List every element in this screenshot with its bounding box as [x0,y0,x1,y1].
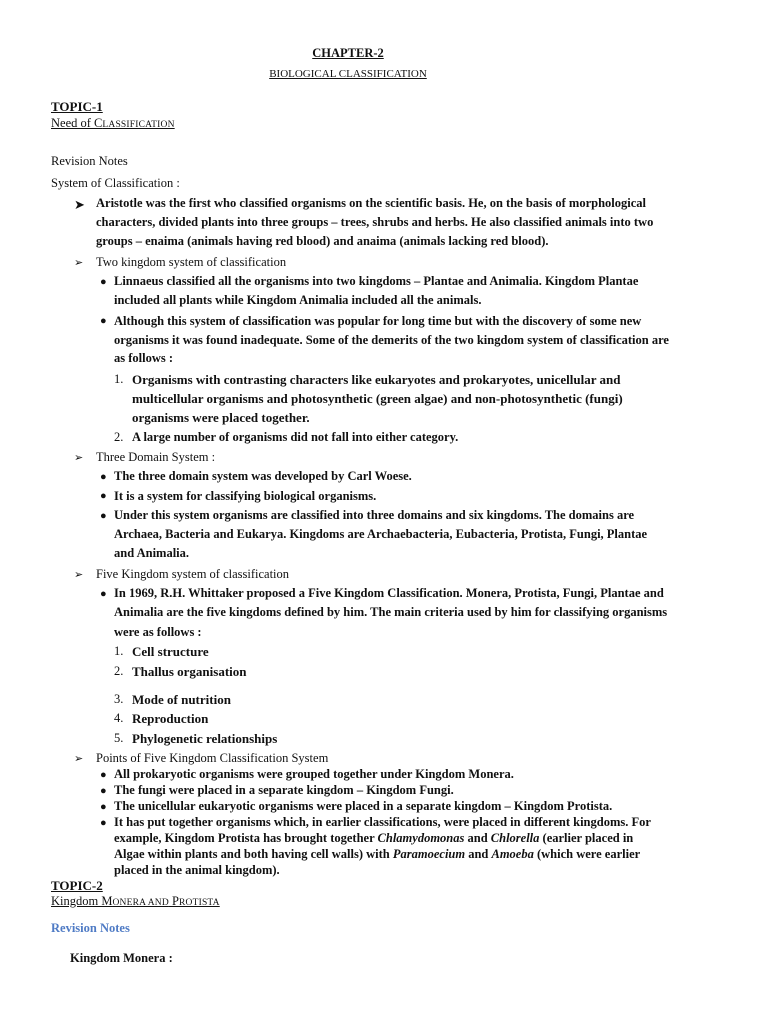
bullet-icon: ● [100,276,107,288]
criteria-marker-4: 4. [114,711,124,725]
points-p4-l2-c: (earlier placed in [539,831,634,845]
three-domain-b1: The three domain system was developed by Carl Woese. [114,469,412,483]
five-kingdom-b1-l1: In 1969, R.H. Whittaker proposed a Five Kingdom Classification. Monera, Protista, Fungi, Plantae and [114,586,664,600]
two-kingdom-b2-l1: Although this system of classification was popular for long time but with the discovery of some new [114,314,642,328]
bullet-icon: ● [100,801,107,813]
revision-notes-2: Revision Notes [51,921,130,935]
points-p4-l4: placed in the animal kingdom). [114,863,280,877]
two-kingdom-b2-l3: as follows : [114,351,174,365]
bullet-icon: ● [100,490,107,502]
bullet-icon: ● [100,588,107,600]
chapter-subtitle: BIOLOGICAL CLASSIFICATION [269,68,427,80]
points-p4-l3-b: and [465,847,492,861]
points-p4-l3-italic-1: Paramoecium [392,847,466,861]
criteria-item: Phylogenetic relationships [132,731,278,746]
bullet-icon: ● [100,315,107,327]
points-p4-l3-c: (which were earlier [533,847,641,861]
criteria-item: Reproduction [132,711,209,726]
bullet-icon: ● [100,471,107,483]
arrow-light-icon: ➢ [74,257,84,269]
points-p4-l3 [114,847,640,862]
criteria-marker-3: 3. [114,692,124,706]
kingdom-monera-heading: Kingdom Monera : [70,951,173,965]
criteria-marker-1: 1. [114,644,124,658]
criteria-marker-2: 2. [114,664,124,678]
two-kingdom-n1-l2: multicellular organisms and photosynthetic (green algae) and non-photosynthetic (fungi) [132,391,623,406]
topic2-title-c: P [168,894,179,908]
bullet-icon: ● [100,785,107,797]
chapter-heading: CHAPTER-2 [312,46,384,60]
num-marker-2: 2. [114,430,124,444]
two-kingdom-n1-l3: organisms were placed together. [132,410,310,425]
five-kingdom-heading: Five Kingdom system of classification [96,567,290,581]
two-kingdom-n1-l1: Organisms with contrasting characters like eukaryotes and prokaryotes, unicellular and [132,372,621,387]
three-domain-b2: It is a system for classifying biological organisms. [114,489,377,503]
points-p4-l2-italic-2: Chlorella [490,831,540,845]
five-kingdom-b1-l2: Animalia are the five kingdoms defined by him. The main criteria used by him for classifying organisms [114,605,668,619]
points-p4-l1: It has put together organisms which, in earlier classifications, were placed in different kingdoms. For [114,815,651,829]
points-p4-l2-a: example, Kingdom Protista has brought together [114,831,378,845]
aristotle-line-3: groups – enaima (animals having red blood) and anaima (animals lacking red blood). [96,234,549,248]
aristotle-line-1: Aristotle was the first who classified organisms on the scientific basis. He, on the basis of morphological [96,196,646,210]
five-kingdom-b1-l3: were as follows : [114,625,202,639]
arrow-light-icon: ➢ [74,753,84,765]
points-heading: Points of Five Kingdom Classification System [96,751,329,765]
topic1-title-a: Need of C [51,116,103,130]
three-domain-heading: Three Domain System : [96,450,216,464]
bullet-icon: ● [100,510,107,522]
two-kingdom-b1-l1: Linnaeus classified all the organisms into two kingdoms – Plantae and Animalia. Kingdom Plantae [114,274,639,288]
arrow-light-icon: ➢ [74,452,84,464]
two-kingdom-b1-l2: included all plants while Kingdom Animalia included all the animals. [114,293,482,307]
criteria-item: Cell structure [132,644,209,659]
num-marker-1: 1. [114,372,124,386]
points-p3: The unicellular eukaryotic organisms were placed in a separate kingdom – Kingdom Protista. [114,799,613,813]
arrow-light-icon: ➢ [74,569,84,581]
criteria-item: Thallus organisation [132,664,247,679]
points-p2: The fungi were placed in a separate kingdom – Kingdom Fungi. [114,783,454,797]
two-kingdom-heading: Two kingdom system of classification [96,255,287,269]
topic2-title [51,894,220,909]
topic1-title-b: LASSIFICATION [102,120,175,130]
points-p4-l3-italic-2: Amoeba [491,847,534,861]
two-kingdom-b2-l2: organisms it was found inadequate. Some of the demerits of the two kingdom system of classification are [114,333,669,347]
topic2-title-b: ONERA AND [112,898,169,908]
topic2-title-a: Kingdom M [51,894,113,908]
topic1-label: TOPIC-1 [51,99,103,114]
two-kingdom-n2: A large number of organisms did not fall into either category. [132,430,459,444]
topic1-title [51,116,175,131]
three-domain-b3-l2: Archaea, Bacteria and Eukarya. Kingdoms are Archaebacteria, Eubacteria, Protista, Fungi, Plantae [114,527,648,541]
criteria-marker-5: 5. [114,731,124,745]
points-p4-l2 [114,831,633,846]
topic2-title-d: ROTISTA [178,898,220,908]
topic2-label: TOPIC-2 [51,878,103,893]
arrow-bold-icon: ➤ [74,197,85,212]
bullet-icon: ● [100,817,107,829]
points-p4-l3-a: Algae within plants and both having cell walls) with [114,847,393,861]
criteria-item: Mode of nutrition [132,692,231,707]
points-p4-l2-italic-1: Chlamydomonas [377,831,465,845]
revision-notes: Revision Notes [51,154,128,168]
points-p1: All prokaryotic organisms were grouped together under Kingdom Monera. [114,767,514,781]
aristotle-line-2: characters, divided plants into three groups – trees, shrubs and herbs. He also classified animals into two [96,215,654,229]
points-p4-l2-b: and [464,831,491,845]
three-domain-b3-l1: Under this system organisms are classified into three domains and six kingdoms. The domains are [114,508,635,522]
bullet-icon: ● [100,769,107,781]
system-heading: System of Classification : [51,176,180,190]
three-domain-b3-l3: and Animalia. [114,546,190,560]
